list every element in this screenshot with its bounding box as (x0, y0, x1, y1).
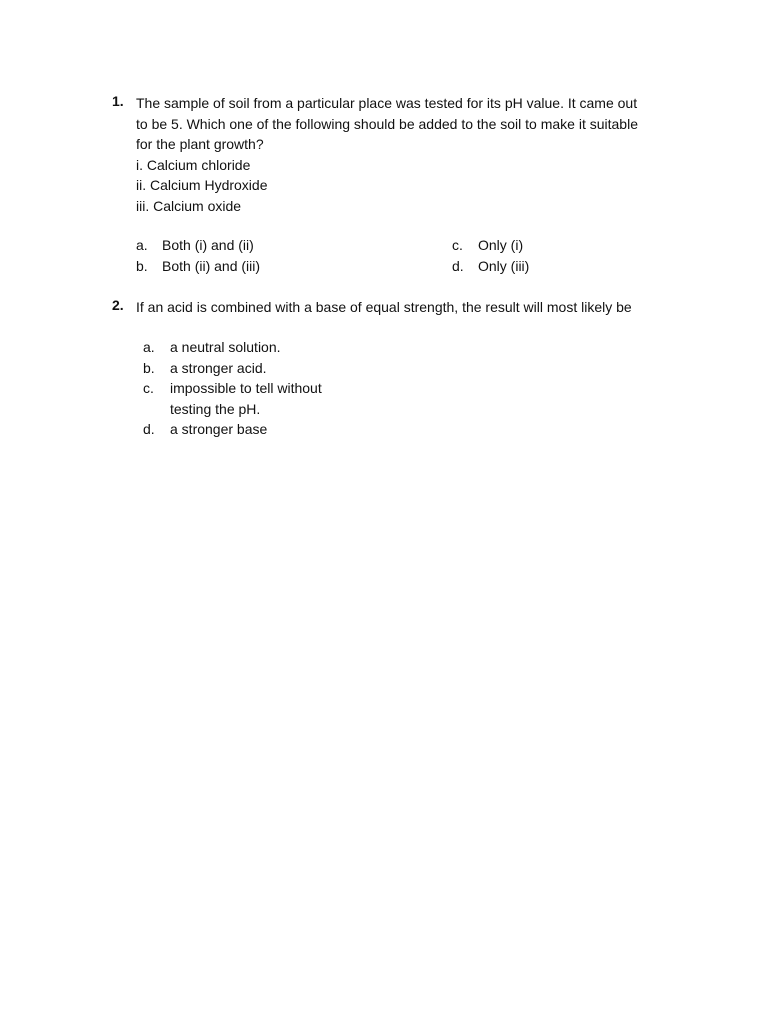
option-letter: d. (452, 258, 464, 274)
stem-line: for the plant growth? (136, 136, 264, 152)
stem-line: The sample of soil from a particular place was tested for its pH value. It came out (136, 95, 638, 111)
option-letter: a. (143, 339, 155, 355)
answer-option[interactable] (136, 235, 254, 256)
question-1 (112, 93, 712, 274)
option-text: a stronger acid. (170, 359, 267, 376)
option-text: a stronger base (170, 421, 268, 437)
question-stem (136, 93, 712, 216)
question-number: 1. (112, 93, 124, 109)
question-stem (136, 297, 712, 318)
answer-option[interactable] (143, 337, 443, 358)
statement-item: i. Calcium chloride (136, 156, 251, 173)
option-letter: b. (143, 359, 155, 376)
statement-item: iii. Calcium oxide (136, 197, 242, 214)
answer-option[interactable] (143, 419, 443, 440)
option-letter: c. (452, 237, 463, 253)
option-text: Both (i) and (ii) (162, 237, 254, 253)
option-text: Only (iii) (478, 258, 530, 274)
option-text: Both (ii) and (iii) (162, 258, 261, 274)
answer-option[interactable] (143, 378, 443, 419)
answer-option[interactable] (143, 358, 443, 379)
option-letter: a. (136, 237, 148, 253)
option-letter: c. (143, 380, 154, 396)
stem-line: to be 5. Which one of the following should be added to the soil to make it suitable (136, 115, 638, 132)
option-text: impossible to tell without testing the pH. (170, 380, 322, 417)
statement-item: ii. Calcium Hydroxide (136, 177, 268, 193)
option-letter: b. (136, 258, 148, 274)
option-letter: d. (143, 421, 155, 437)
option-text: Only (i) (478, 237, 524, 253)
question-number: 2. (112, 297, 124, 313)
answer-option[interactable] (136, 256, 260, 277)
question-2 (112, 297, 712, 437)
stem-line: If an acid is combined with a base of equal strength, the result will most likely be (136, 299, 632, 315)
answer-option[interactable] (452, 256, 529, 277)
answer-option[interactable] (452, 235, 523, 256)
answer-options (143, 337, 443, 440)
option-text: a neutral solution. (170, 339, 281, 355)
